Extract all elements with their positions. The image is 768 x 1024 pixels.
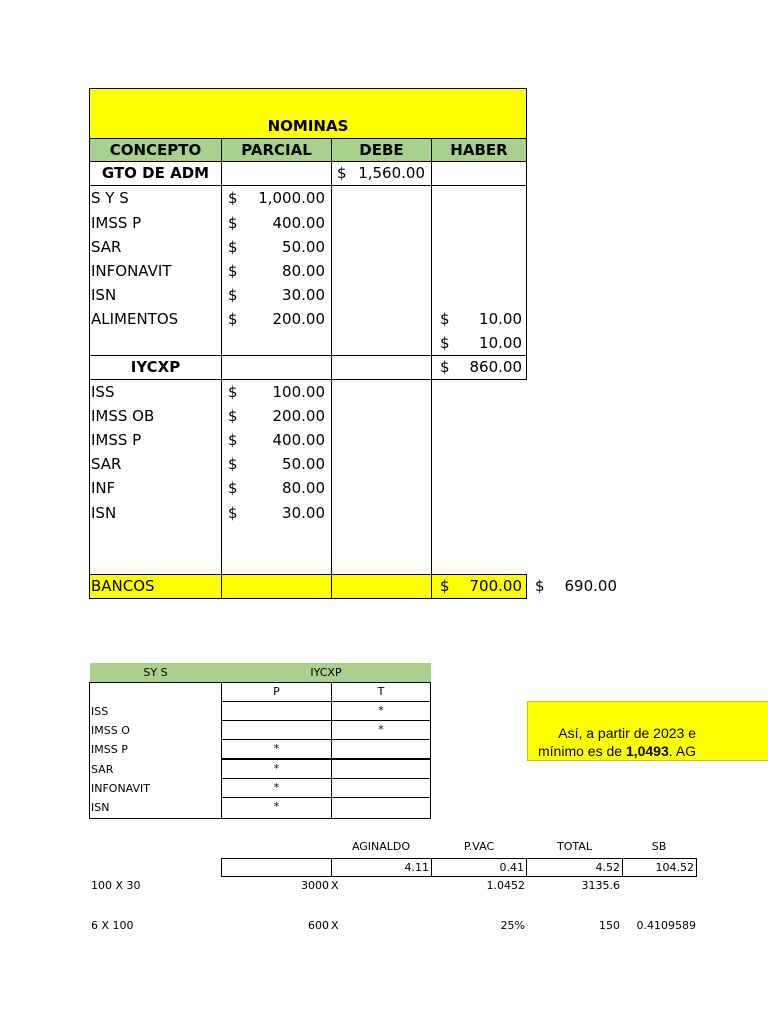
iycxp-item-amount: 200.00 (272, 407, 325, 425)
nominas-title: NOMINAS (267, 117, 349, 135)
gto-item-concept: SAR (91, 238, 122, 256)
calc-box-pvac: 0.41 (431, 858, 527, 877)
gto-debe-currency: $ (337, 164, 347, 182)
iycxp-item-concept: ISN (91, 504, 117, 522)
calc-row2-pvac: 25% (500, 919, 525, 932)
iycxp-item-currency: $ (228, 455, 238, 473)
iycxp-item-concept: INF (91, 479, 116, 497)
gto-debe-amount: 1,560.00 (358, 164, 425, 182)
calc-row1-total: 3135.6 (581, 879, 620, 892)
sys-row-t (331, 739, 431, 759)
gto-item-amount: 80.00 (282, 262, 325, 280)
sys-col-t: T (331, 682, 431, 702)
sys-row-p: * (221, 797, 332, 819)
calc-header-sb: SB (651, 840, 667, 853)
note-line2-bold: 1,0493 (625, 743, 669, 759)
bancos-haber-amount: 700.00 (469, 577, 522, 595)
calc-row2-value: 600 (308, 919, 329, 932)
gto-item-currency: $ (228, 286, 238, 304)
calc-row1-x: X (331, 879, 339, 892)
calc-row2-label: 6 X 100 (91, 919, 134, 932)
gto-item-concept: ALIMENTOS (91, 310, 179, 328)
gto-item-currency: $ (228, 262, 238, 280)
sys-row-label: SAR (91, 763, 114, 776)
iycxp-item-amount: 30.00 (282, 504, 325, 522)
iycxp-item-amount: 50.00 (282, 455, 325, 473)
iycxp-haber-amount: 860.00 (469, 358, 522, 376)
iycxp-row-cell-parcial (221, 355, 332, 380)
gto-row-cell-haber (431, 161, 527, 186)
note-box (527, 701, 768, 761)
calc-header-aginaldo: AGINALDO (351, 840, 411, 853)
sys-row-p: * (221, 739, 332, 759)
gto-item-amount: 50.00 (282, 238, 325, 256)
iycxp-item-currency: $ (228, 479, 238, 497)
bancos-haber-currency: $ (440, 577, 450, 595)
iycxp-item-concept: IMSS OB (91, 407, 155, 425)
gto-body-haber (431, 185, 527, 356)
calc-row1-pvac: 1.0452 (486, 879, 525, 892)
sys-row-label: ISN (91, 801, 110, 814)
gto-item-currency: $ (228, 238, 238, 256)
sys-row-p: * (221, 759, 332, 779)
gto-item-amount: 1,000.00 (258, 189, 325, 207)
note-line2 (528, 743, 696, 760)
bancos-cell-parcial (221, 574, 332, 599)
calc-box-blank (221, 858, 332, 877)
iycxp-item-amount: 400.00 (272, 431, 325, 449)
sys-row-label: INFONAVIT (91, 782, 150, 795)
sys-row-label: IMSS P (91, 743, 128, 756)
note-line2-suffix: . AG (668, 743, 696, 759)
gto-item-concept: INFONAVIT (91, 262, 172, 280)
sys-row-t: * (331, 701, 431, 721)
haber-extra-currency: $ (440, 334, 450, 352)
sys-header-right: IYCXP (221, 663, 431, 682)
sys-row-label: IMSS O (91, 724, 130, 737)
iycxp-item-currency: $ (228, 504, 238, 522)
gto-item-concept: ISN (91, 286, 117, 304)
sys-row-p (221, 701, 332, 721)
gto-item-concept: IMSS P (91, 214, 142, 232)
iycxp-item-amount: 80.00 (282, 479, 325, 497)
sys-row-p (221, 720, 332, 740)
iycxp-item-currency: $ (228, 431, 238, 449)
gto-item-currency: $ (228, 189, 238, 207)
header-parcial: PARCIAL (221, 138, 332, 162)
haber-extra-currency: $ (440, 310, 450, 328)
calc-row2-x: X (331, 919, 339, 932)
calc-row2-sb: 0.4109589 (636, 919, 696, 932)
gto-label: GTO DE ADM (101, 164, 210, 182)
gto-item-concept: S Y S (91, 189, 129, 207)
gto-item-amount: 400.00 (272, 214, 325, 232)
iycxp-label: IYCXP (130, 358, 181, 376)
calc-box-aginaldo: 4.11 (331, 858, 432, 877)
iycxp-haber-currency: $ (440, 358, 450, 376)
haber-extra-amount: 10.00 (479, 334, 522, 352)
haber-extra-amount: 10.00 (479, 310, 522, 328)
calc-row1-value: 3000 (301, 879, 329, 892)
iycxp-item-amount: 100.00 (272, 383, 325, 401)
header-haber: HABER (431, 138, 527, 162)
sys-row-p: * (221, 778, 332, 798)
iycxp-item-currency: $ (228, 407, 238, 425)
header-concepto: CONCEPTO (89, 138, 222, 162)
gto-item-amount: 200.00 (272, 310, 325, 328)
calc-row2-total: 150 (599, 919, 620, 932)
gto-item-currency: $ (228, 214, 238, 232)
sys-header-left: SY S (90, 663, 221, 682)
calc-header-total: TOTAL (557, 840, 592, 853)
calc-box-total: 4.52 (526, 858, 623, 877)
bancos-cell-debe (331, 574, 432, 599)
iycxp-body-debe (331, 379, 432, 575)
calc-row1-label: 100 X 30 (91, 879, 141, 892)
gto-item-currency: $ (228, 310, 238, 328)
calc-header-pvac: P.VAC (463, 840, 495, 853)
sys-col-p: P (221, 682, 332, 702)
sys-row-t: * (331, 720, 431, 740)
bancos-label: BANCOS (91, 577, 155, 595)
gto-item-amount: 30.00 (282, 286, 325, 304)
iycxp-body-haber-left-border (431, 379, 432, 575)
gto-row-cell-parcial (221, 161, 332, 186)
iycxp-row-cell-debe (331, 355, 432, 380)
header-debe: DEBE (331, 138, 432, 162)
sys-row-label: ISS (91, 705, 109, 718)
iycxp-item-concept: IMSS P (91, 431, 142, 449)
outside-currency: $ (535, 577, 545, 595)
note-line2-prefix: mínimo es de (538, 743, 626, 759)
sys-row-t (331, 778, 431, 798)
sys-row-t (331, 759, 431, 779)
iycxp-item-concept: SAR (91, 455, 122, 473)
note-line1: Así, a partir de 2023 e (558, 725, 696, 741)
iycxp-item-concept: ISS (91, 383, 115, 401)
calc-box-sb: 104.52 (622, 858, 697, 877)
iycxp-item-currency: $ (228, 383, 238, 401)
gto-body-debe (331, 185, 432, 356)
outside-value: 690.00 (564, 577, 617, 595)
sys-row-t (331, 797, 431, 819)
